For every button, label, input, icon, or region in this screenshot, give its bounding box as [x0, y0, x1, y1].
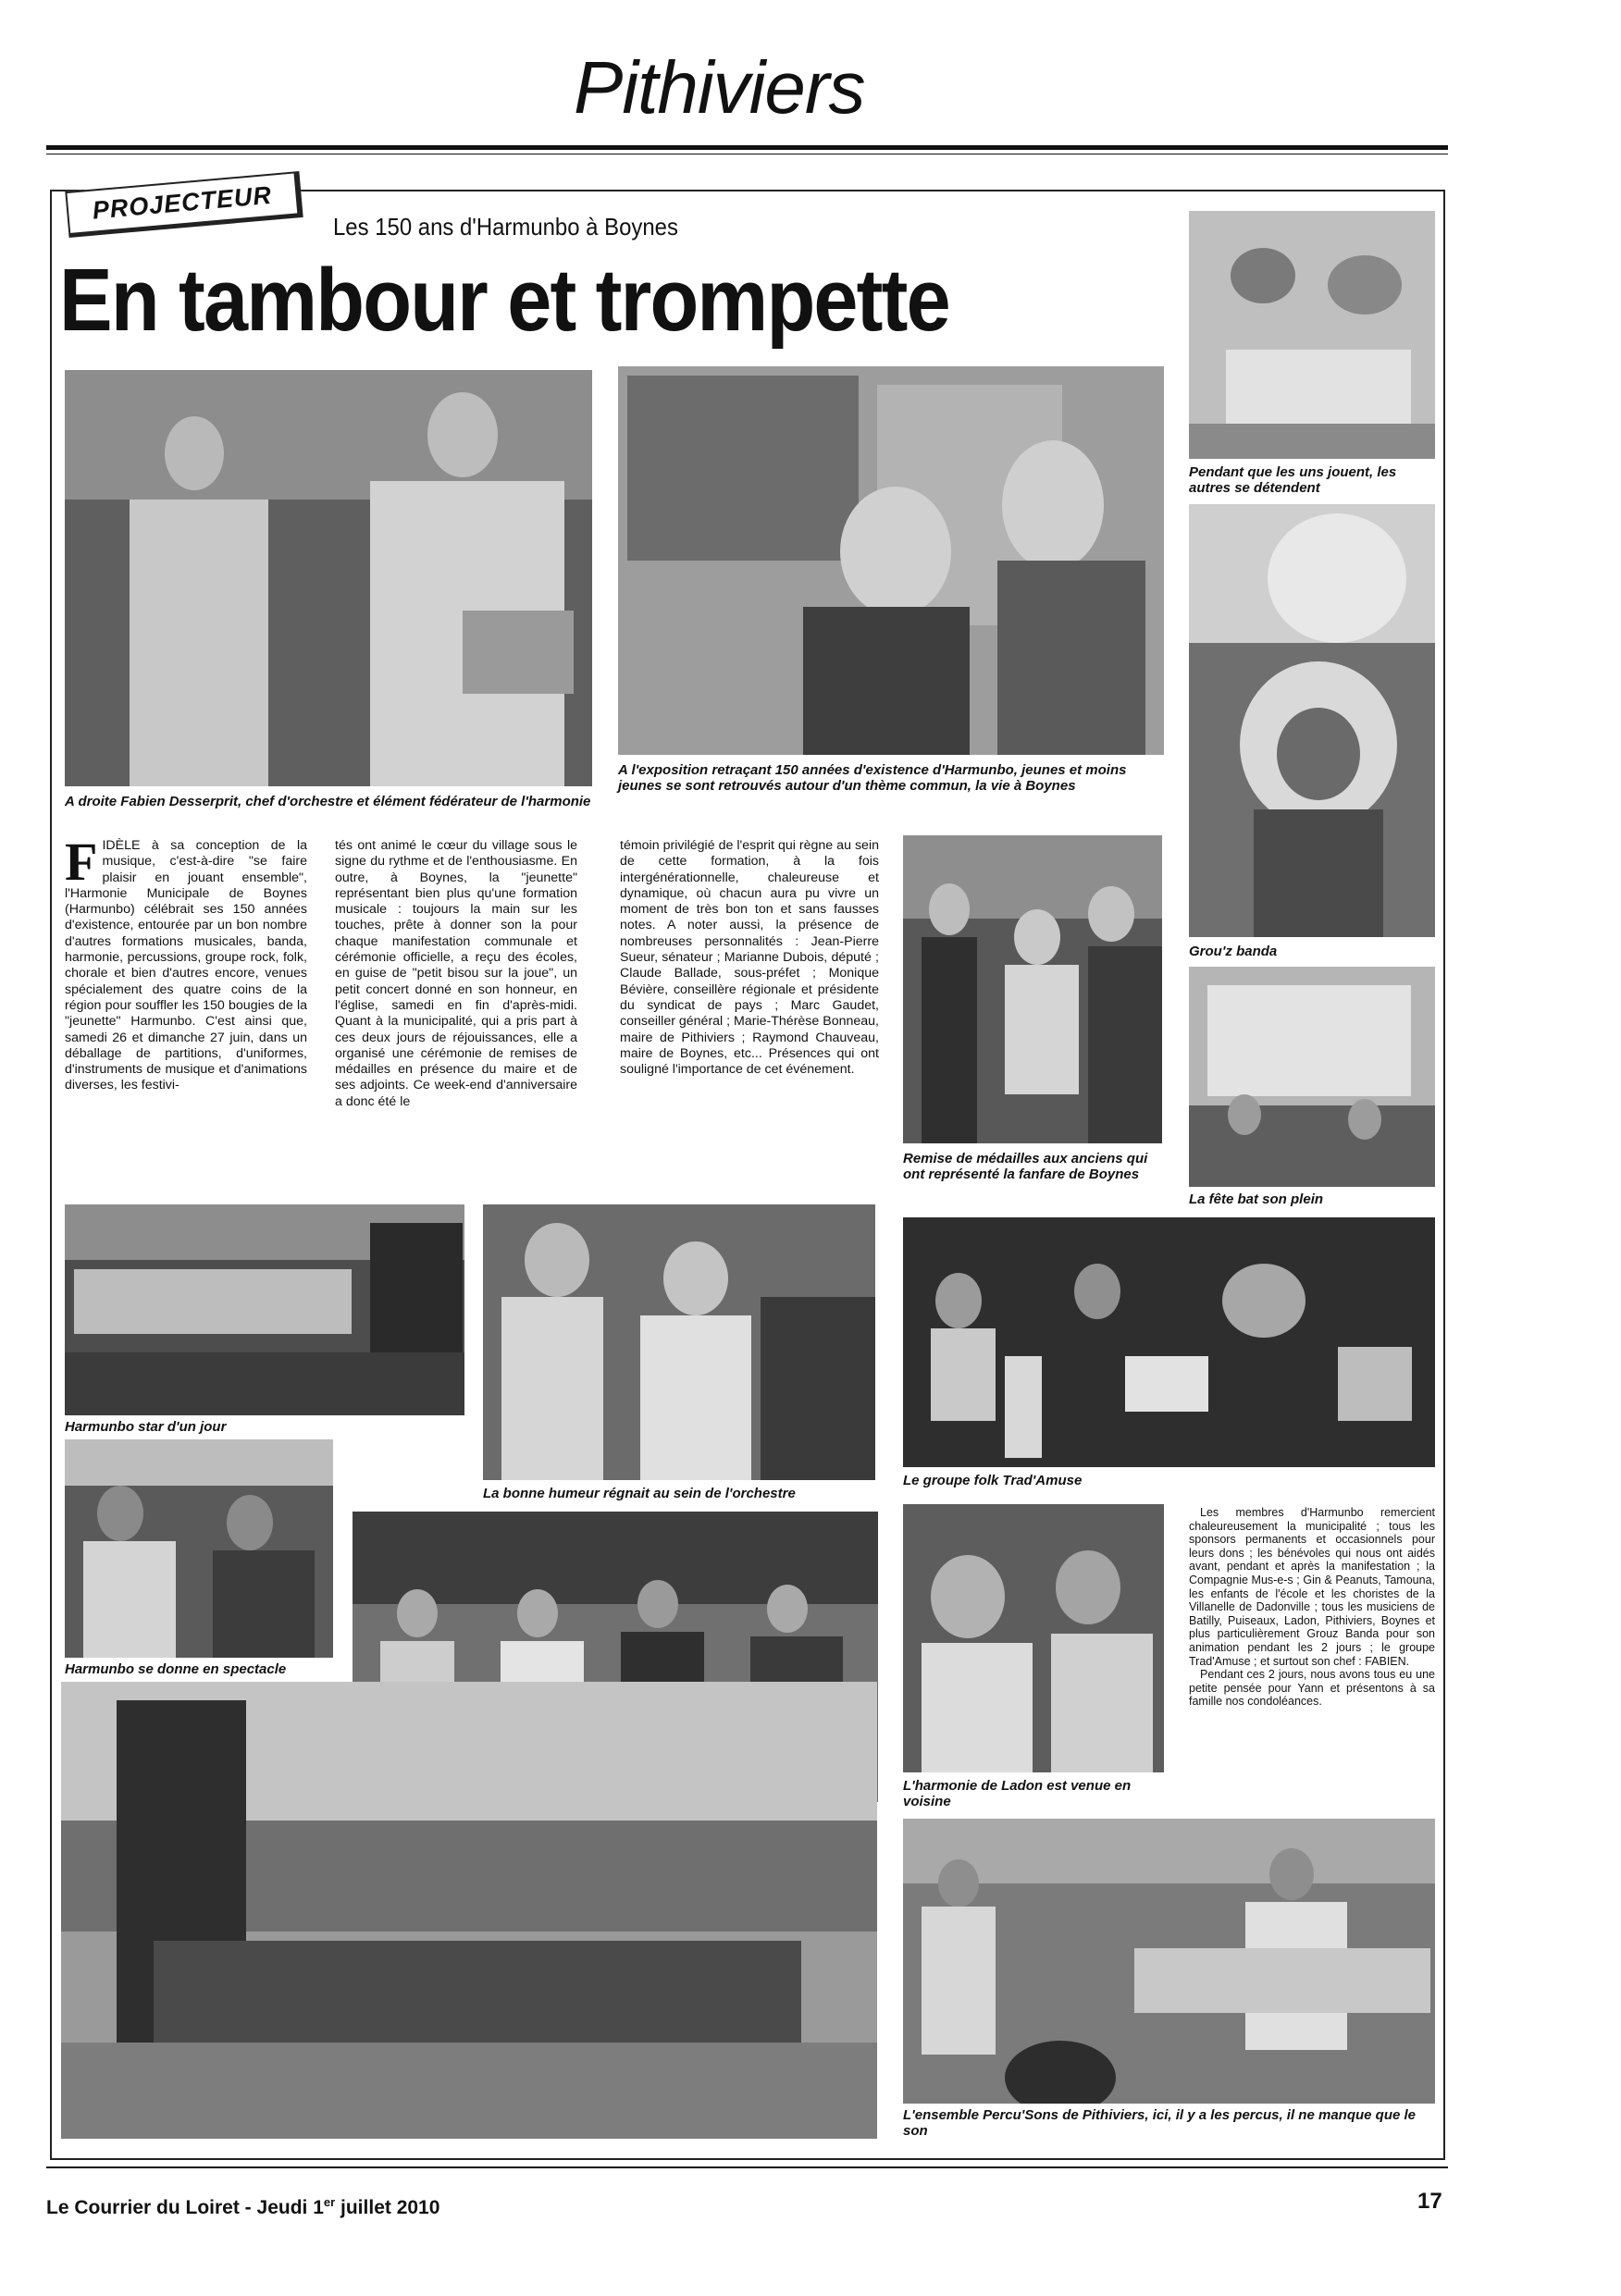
photo-percu-sons — [903, 1819, 1435, 2104]
thanks-box — [1189, 1506, 1435, 1709]
caption-percu-sons: L'ensemble Percu'Sons de Pithiviers, ici, il y a les percus, il ne manque que le son — [903, 2107, 1417, 2139]
caption-relax: Pendant que les uns jouent, les autres se détendent — [1189, 464, 1397, 496]
article-column-2 — [335, 838, 577, 1110]
headline: En tambour et trompette — [59, 251, 949, 350]
article-text-2: tés ont animé le cœur du village sous le signe du rythme et de l'enthousiasme. En outre, à Boynes, la "jeunette" représentant bien plus qu'une formation musicale : toujours la main sur les touches, prête à donner son la pour chaque manifestation communale et cérémonie officielle, a reçu des écoles, en guise de "petit bisou sur la joue", un petit concert donné en son honneur, en l'église, samedi en fin d'après-midi. Quant à la municipalité, qui a pris part à ces deux jours de réjouissances, elle a organisé une cérémonie de remises de médailles en présence du maire et de ses adjoints. Ce week-end d'anniversaire a donc été le — [335, 838, 577, 1109]
photo-conductor — [65, 370, 592, 786]
projecteur-tag-label: PROJECTEUR — [91, 180, 274, 225]
section-title: Pithiviers — [574, 46, 865, 129]
photo-grouz-banda — [1189, 504, 1435, 937]
caption-ladon: L'harmonie de Ladon est venue en voisine — [903, 1778, 1132, 1809]
photo-parade — [61, 1682, 877, 2139]
photo-exhibition — [618, 366, 1164, 755]
footer-rule — [46, 2166, 1448, 2168]
caption-party: La fête bat son plein — [1189, 1191, 1324, 1207]
photo-orchestra-mood — [483, 1204, 875, 1480]
footer-date-sup: er — [323, 2195, 336, 2209]
article-column-3 — [620, 838, 879, 1078]
caption-spectacle: Harmunbo se donne en spectacle — [65, 1661, 287, 1677]
page-number: 17 — [1417, 2189, 1442, 2214]
caption-grouz-banda: Grou'z banda — [1189, 944, 1278, 959]
footer-paper — [46, 2191, 439, 2220]
thanks-text-2: Pendant ces 2 jours, nous avons tous eu une petite pensée pour Yann et présentons à sa famille nos condoléances. — [1189, 1668, 1435, 1709]
article-text-3: témoin privilégié de l'esprit qui règne au sein de cette formation, à la fois intergénérationnelle, chaleureuse et dynamique, où chacun aura pu vivre un moment de très bon ton et sans fausses notes. A noter aussi, la présence de nombreuses personnalités : Jean-Pierre Sueur, sénateur ; Marianne Dubois, député ; Claude Ballade, sous-préfet ; Monique Bévière, conseillère régionale et présidente du syndicat de pays ; Marc Gaudet, conseiller général ; Marie-Thérèse Bonneau, maire de Pithiviers ; Raymond Chauveau, maire de Boynes, etc... Présences qui ont souligné l'importance de cet événement. — [620, 838, 879, 1078]
photo-medals — [903, 835, 1162, 1143]
thanks-text-1: Les membres d'Harmunbo remercient chaleureusement la municipalité ; tous les sponsors permanents et occasionnels pour leurs dons ; les bénévoles qui nous ont aidés avant, pendant et après la manifestation ; la Compagnie Mus-e-s ; Gin & Peanuts, Tamouna, les enfants de l'école et les choristes de la Villanelle de Dadonville ; tous les musiciens de Batilly, Puiseaux, Ladon, Pithiviers, Boynes et plus particulièrement Grouz Banda pour son animation pendant les 2 jours ; le groupe Trad'Amuse ; et surtout son chef : FABIEN. — [1189, 1506, 1435, 1668]
article-column-1 — [65, 832, 307, 1094]
photo-trad-amuse — [903, 1217, 1435, 1467]
header-rule-thick — [46, 145, 1448, 150]
photo-relax — [1189, 211, 1435, 459]
article-text-1: IDÈLE à sa conception de la musique, c'est-à-dire "se faire plaisir en jouant ensemble", l'Harmonie Municipale de Boynes (Harmunbo) célébrait ses 150 années d'existence, entourée par un bon nombre d'autres formations musicales, banda, harmonie, percussions, groupe rock, folk, chorale et bien d'autres encore, venues spécialement des quatre coins de la région pour souffler les 150 bougies de la "jeunette" Harmunbo. C'est ainsi que, samedi 26 et dimanche 27 juin, dans un déballage de partitions, d'uniformes, d'instruments de musique et d'animations diverses, les festivi- — [65, 838, 307, 1093]
photo-party — [1189, 967, 1435, 1187]
caption-harmunbo-star: Harmunbo star d'un jour — [65, 1419, 227, 1435]
caption-trad-amuse: Le groupe folk Trad'Amuse — [903, 1473, 1083, 1488]
caption-medals: Remise de médailles aux anciens qui ont représenté la fanfare de Boynes — [903, 1151, 1148, 1182]
dropcap: F — [65, 832, 98, 892]
footer-date-rest: juillet 2010 — [335, 2197, 440, 2218]
caption-orchestra-mood: La bonne humeur régnait au sein de l'orchestre — [483, 1486, 796, 1501]
footer-paper-name: Le Courrier du Loiret - Jeudi 1 — [46, 2197, 324, 2218]
caption-exhibition: A l'exposition retraçant 150 années d'existence d'Harmunbo, jeunes et moins jeunes se sont retrouvés autour d'un thème commun, la vie à Boynes — [618, 762, 1127, 794]
photo-harmunbo-star — [65, 1204, 464, 1415]
photo-ladon — [903, 1504, 1164, 1772]
caption-conductor: A droite Fabien Desserprit, chef d'orchestre et élément fédérateur de l'harmonie — [65, 794, 591, 809]
kicker: Les 150 ans d'Harmunbo à Boynes — [333, 213, 678, 241]
photo-spectacle — [65, 1439, 333, 1658]
